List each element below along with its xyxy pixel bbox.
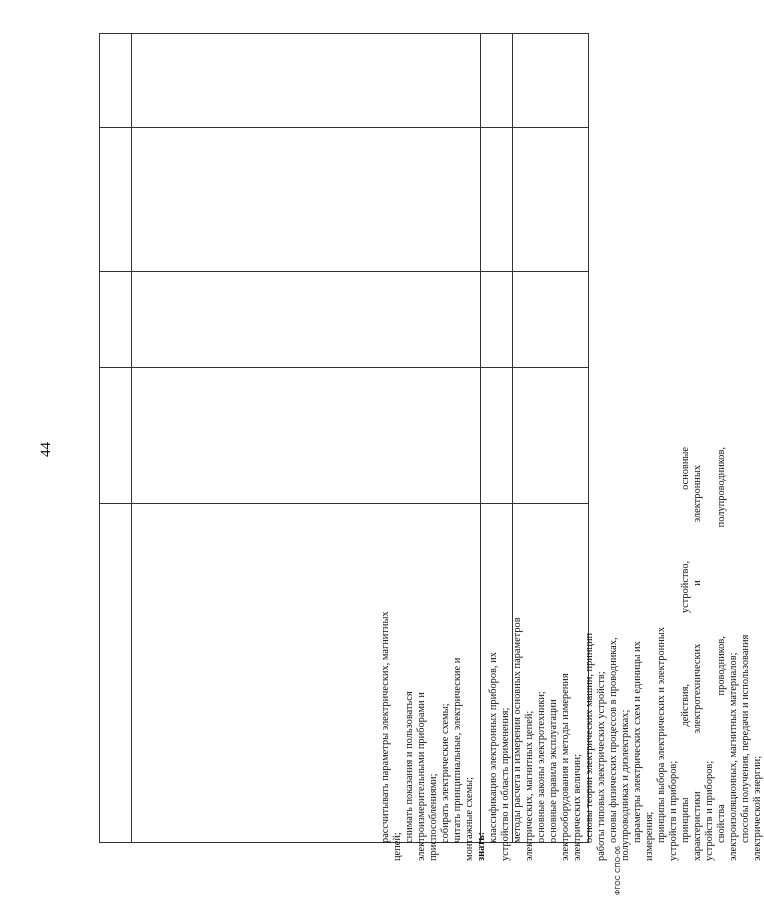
table-column-divider [131,34,132,842]
cell-text-line: электроизмерительными приборами и [416,692,427,861]
cell-text-line: снимать показания и пользоваться [404,691,415,843]
cell-text-line: основные правила эксплуатации [548,699,559,843]
cell-text-line: способы получения, передачи и использования [740,634,751,843]
cell-text-line: основы физических процессов в проводниках, [608,637,619,843]
document-footer: ФГОС СПО-06 [615,845,622,895]
cell-text-line: принципы выбора электрических и электронных [656,627,667,843]
cell-text-line: приспособлениями; [428,773,439,861]
cell-text-line: работы типовых электрических устройств; [596,671,607,861]
cell-text-line: монтажные схемы; [464,776,475,861]
cell-text-line: основные законы электротехники; [536,691,547,843]
cell-text-line: характеристики электротехнических и электронных [692,465,703,861]
cell-text-line: электрооборудования и методы измерения [560,673,571,861]
competency-cell-text [380,437,763,861]
cell-text-line: электрических, магнитных цепей; [524,710,535,861]
cell-text-line: принципы действия, устройство, основные [680,447,691,843]
cell-text-line: устройств и приборов; [668,760,679,861]
page-number: 44 [38,442,54,457]
cell-text-line: электрических величин; [572,754,583,861]
table-row-divider [100,127,588,128]
cell-text-line: цепей; [392,832,403,861]
table-row-divider [100,271,588,272]
cell-text-line: основы теории электрических машин, принцип [584,632,595,843]
cell-text-line: полупроводниках и диэлектриках; [620,709,631,861]
cell-text-line: электроизоляционных, магнитных материалов; [728,652,739,861]
cell-text-line: измерения; [644,811,655,861]
cell-text-line: устройство и область применения; [500,707,511,861]
cell-text-line: классификацию электронных приборов, их [488,652,499,843]
cell-text-line: электрической энергии; [752,755,763,861]
cell-text-line: рассчитывать параметры электрических, магнитных [380,611,391,843]
cell-text-line: параметры электрических схем и единицы их [632,641,643,843]
cell-text-line: свойства проводников, полупроводников, [716,447,727,843]
cell-text-line: устройств и приборов; [704,760,715,861]
cell-text-line: методы расчета и измерения основных параметров [512,617,523,843]
cell-text-line: собирать электрические схемы; [440,703,451,843]
cell-text-line: знать: [476,831,487,861]
cell-text-line: читать принципиальные, электрические и [452,657,463,843]
table-row-divider [100,367,588,368]
